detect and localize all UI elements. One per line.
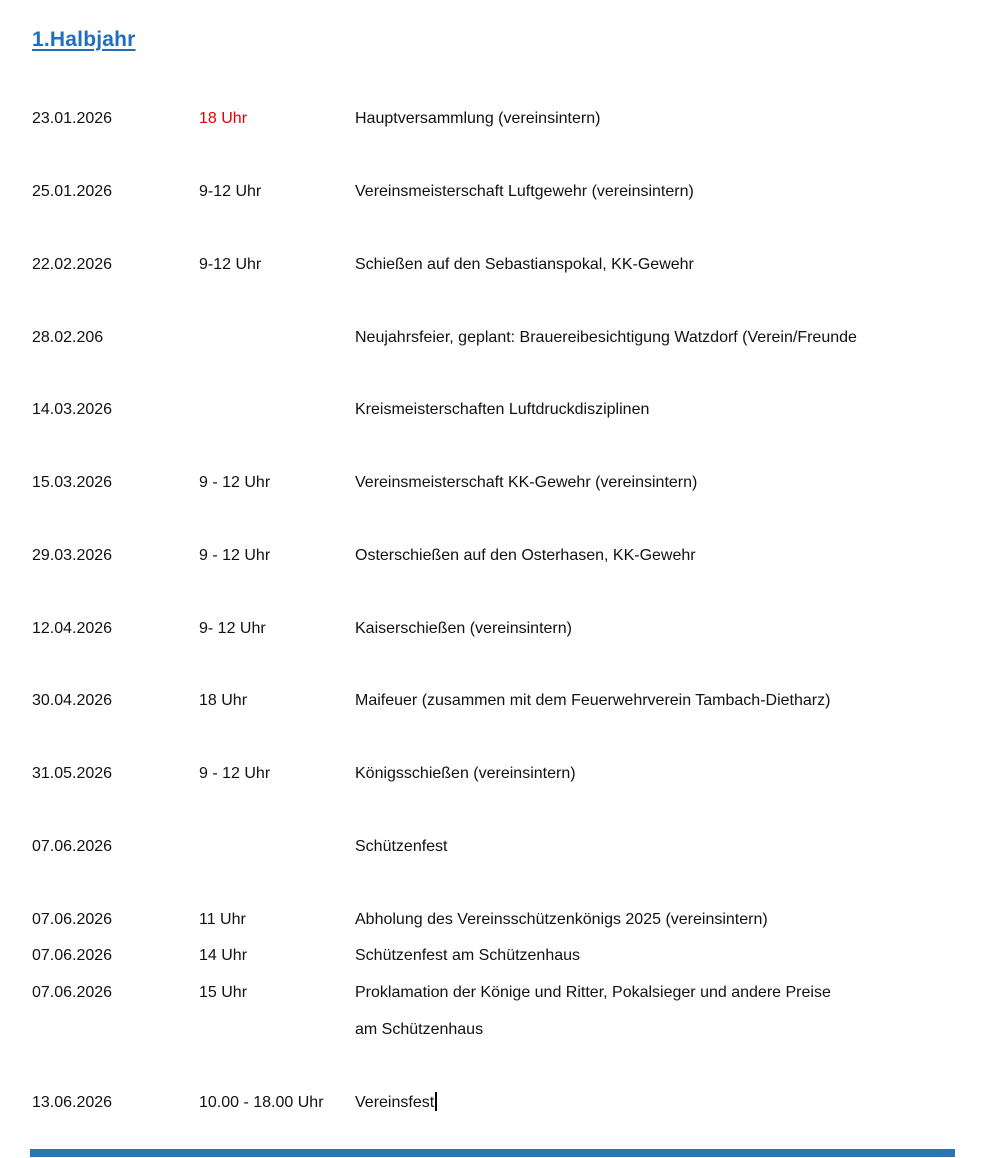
- event-description: Hauptversammlung (vereinsintern): [355, 110, 601, 127]
- event-description: Abholung des Vereinsschützenkönigs 2025 (vereinsintern): [355, 911, 768, 928]
- event-date: 25.01.2026: [32, 183, 113, 200]
- event-date: 23.01.2026: [32, 110, 113, 127]
- event-description: Vereinsmeisterschaft Luftgewehr (vereinsintern): [355, 183, 694, 200]
- event-description-line2: am Schützenhaus: [355, 1021, 484, 1038]
- event-description-text: Vereinsfest: [355, 1094, 435, 1111]
- event-date: 28.02.206: [32, 329, 104, 346]
- event-date: 13.06.2026: [32, 1094, 113, 1111]
- event-description: Schützenfest am Schützenhaus: [355, 947, 581, 964]
- section-title: 1.Halbjahr: [32, 28, 136, 51]
- event-description: Kreismeisterschaften Luftdruckdisziplinen: [355, 401, 650, 418]
- event-date: 07.06.2026: [32, 984, 113, 1001]
- event-time: 18 Uhr: [199, 692, 248, 709]
- bottom-blue-bar: [30, 1149, 955, 1157]
- event-description: Königsschießen (vereinsintern): [355, 765, 576, 782]
- event-date: 07.06.2026: [32, 911, 113, 928]
- event-time: 9-12 Uhr: [199, 256, 262, 273]
- event-time: 9 - 12 Uhr: [199, 765, 271, 782]
- event-date: 29.03.2026: [32, 547, 113, 564]
- text-cursor: [435, 1092, 437, 1111]
- event-date: 22.02.2026: [32, 256, 113, 273]
- event-description: Proklamation der Könige und Ritter, Pokalsieger und andere Preise: [355, 984, 831, 1001]
- event-time: 9- 12 Uhr: [199, 620, 266, 637]
- event-time: 18 Uhr: [199, 110, 248, 127]
- event-description: Schützenfest: [355, 838, 448, 855]
- event-time: 15 Uhr: [199, 984, 248, 1001]
- event-time: 10.00 - 18.00 Uhr: [199, 1094, 324, 1111]
- event-description: Osterschießen auf den Osterhasen, KK-Gewehr: [355, 547, 696, 564]
- event-description: [355, 1092, 978, 1113]
- event-date: 30.04.2026: [32, 692, 113, 709]
- event-date: 31.05.2026: [32, 765, 113, 782]
- event-date: 15.03.2026: [32, 474, 113, 491]
- event-description: Neujahrsfeier, geplant: Brauereibesichtigung Watzdorf (Verein/Freunde: [355, 329, 857, 346]
- event-date: 07.06.2026: [32, 838, 113, 855]
- event-description: Kaiserschießen (vereinsintern): [355, 620, 572, 637]
- event-date: 07.06.2026: [32, 947, 113, 964]
- event-date: 14.03.2026: [32, 401, 113, 418]
- event-time: 14 Uhr: [199, 947, 248, 964]
- event-date: 12.04.2026: [32, 620, 113, 637]
- event-time: 9 - 12 Uhr: [199, 474, 271, 491]
- event-time: 11 Uhr: [199, 911, 246, 928]
- event-description: Schießen auf den Sebastianspokal, KK-Gewehr: [355, 256, 694, 273]
- event-description: Maifeuer (zusammen mit dem Feuerwehrverein Tambach-Dietharz): [355, 692, 831, 709]
- event-time: 9 - 12 Uhr: [199, 547, 271, 564]
- event-description: Vereinsmeisterschaft KK-Gewehr (vereinsintern): [355, 474, 698, 491]
- event-time: 9-12 Uhr: [199, 183, 262, 200]
